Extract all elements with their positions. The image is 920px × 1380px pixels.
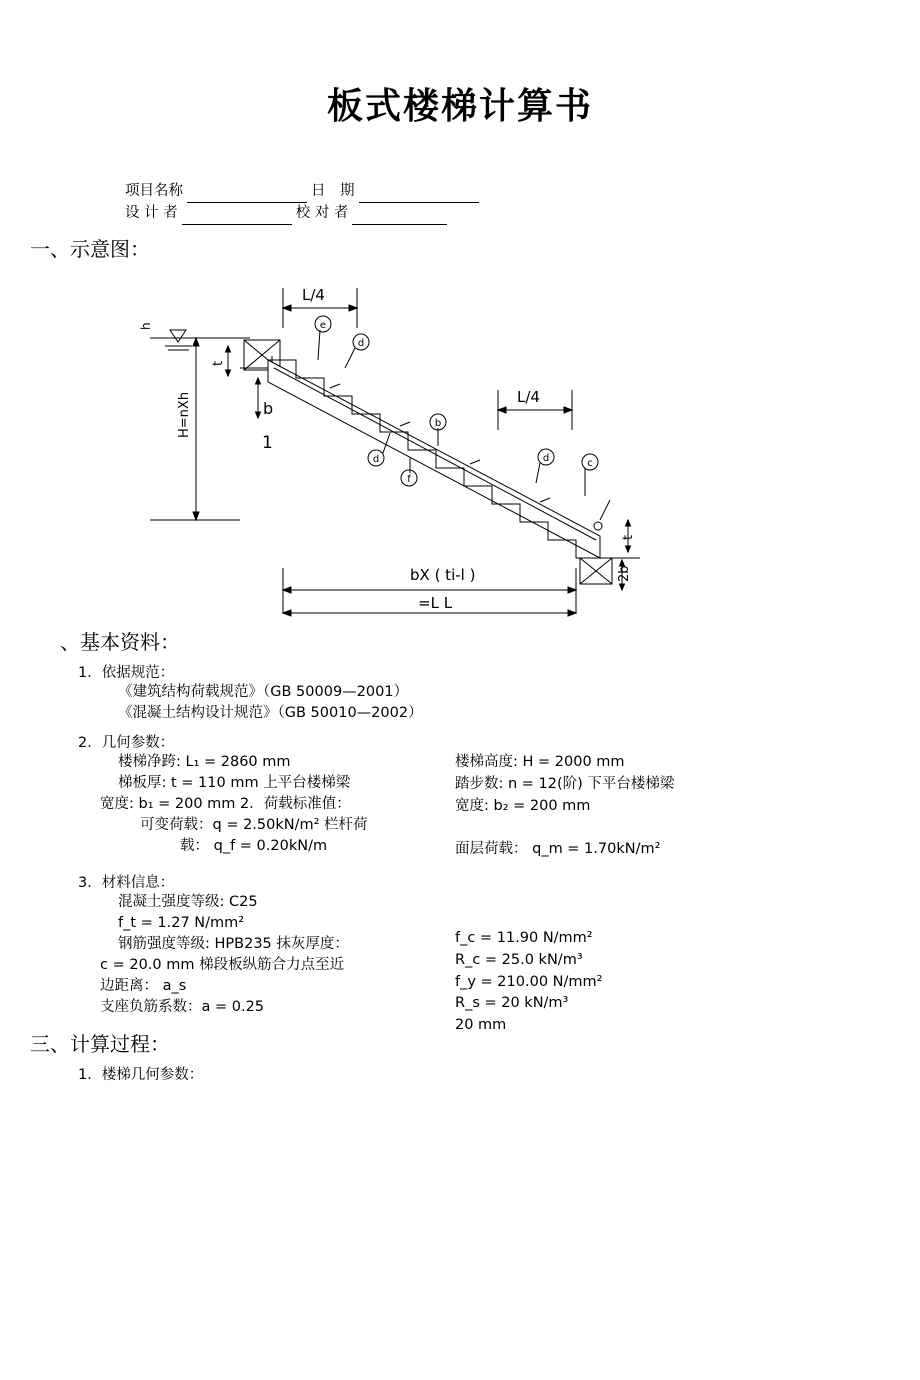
label-h-total: H=nXh (177, 391, 192, 438)
basic-item1-num: 1．依据规范： (78, 664, 175, 681)
param-rc: R_c = 25.0 kN/m³ (455, 951, 583, 968)
param-stair-height: 楼梯高度: H = 2000 mm (455, 754, 625, 770)
date-label: 日 期 (311, 183, 355, 199)
param-live-load: 可变荷载：q = 2.50kN/m² 栏杆荷 (140, 817, 368, 834)
param-cover: c = 20.0 mm 梯段板纵筋合力点至近 (100, 957, 345, 974)
header-row-project (125, 181, 920, 203)
param-ft: f_t = 1.27 N/mm² (118, 915, 245, 932)
param-concrete-grade: 混凝土强度等级: C25 (118, 894, 258, 911)
marker-c: c (587, 457, 593, 469)
marker-f: f (407, 473, 411, 485)
designer-label: 设 计 者 (125, 204, 178, 221)
section-heading-diagram: 一、示意图： (30, 236, 150, 261)
stair-diagram-figure (0, 268, 920, 618)
process-item1: 1．楼梯几何参数： (78, 1067, 204, 1084)
param-as-value: 20 mm (455, 1017, 507, 1034)
designer-blank[interactable] (182, 209, 292, 225)
marker-d: d (357, 337, 365, 349)
project-name-label: 项目名称 (125, 183, 183, 199)
param-fc: f_c = 11.90 N/mm² (455, 930, 593, 947)
label-b: b (263, 398, 274, 418)
param-support-coef: 支座负筋系数：a = 0.25 (100, 999, 265, 1016)
param-beam-width-1: 宽度: b₁ = 200 mm 2．荷载标准值： (100, 796, 351, 813)
param-railing-load: 载： q_f = 0.20kN/m (180, 838, 328, 855)
marker-d3: d (542, 452, 550, 464)
marker-d2: d (372, 453, 380, 465)
basic-item1-line1: 《建筑结构荷载规范》（GB 50009—2001） (118, 683, 409, 700)
label-t-right: t (621, 534, 636, 540)
basic-item2-right (455, 752, 674, 861)
header-row-designer (125, 203, 920, 225)
param-rs: R_s = 20 kN/m³ (455, 995, 569, 1012)
date-blank[interactable] (359, 187, 479, 203)
param-beam-width-2: 宽度: b₂ = 200 mm (455, 797, 591, 814)
header-fields (125, 181, 920, 225)
param-finish-load: 面层荷载： q_m = 1.70kN/m² (455, 841, 661, 858)
label-span-total: =L L (418, 593, 453, 612)
project-name-blank[interactable] (187, 187, 307, 203)
param-as-distance: 边距离： a_s (100, 978, 187, 995)
label-l-quarter-right: L/4 (517, 387, 540, 406)
section-heading-process: 三、计算过程： (30, 1032, 170, 1057)
label-l-quarter-top: L/4 (302, 285, 325, 304)
label-t-left: t (211, 360, 226, 366)
document-page (0, 78, 920, 1380)
page-title: 板式楼梯计算书 (326, 86, 593, 127)
param-fy: f_y = 210.00 N/mm² (455, 973, 603, 990)
checker-blank[interactable] (352, 209, 447, 225)
basic-item1-line2: 《混凝土结构设计规范》（GB 50010—2002） (118, 705, 423, 722)
param-clear-span: 楼梯净跨: L₁ = 2860 mm (118, 754, 291, 770)
basic-item3-columns (0, 892, 920, 1034)
param-step-count: 踏步数: n = 12(阶) 下平台楼梯梁 (455, 775, 675, 792)
label-h-step: h (139, 321, 153, 330)
label-span-bottom: bX ( ti-l ) (410, 565, 476, 584)
basic-item2-columns (0, 752, 920, 857)
marker-e: e (319, 319, 327, 331)
label-one: 1 (262, 432, 273, 453)
label-2b-right: 2b (617, 564, 632, 582)
section-heading-basic: 、基本资料： (60, 629, 180, 654)
param-rebar-grade: 钢筋强度等级: HPB235 抹灰厚度： (118, 936, 349, 953)
basic-item3-num: 3．材料信息： (78, 875, 175, 892)
basic-item3-right (455, 928, 602, 1037)
checker-label: 校 对 者 (295, 204, 349, 221)
param-slab-thickness: 梯板厚: t = 110 mm 上平台楼梯梁 (118, 775, 351, 792)
basic-item2-num: 2．几何参数： (78, 735, 175, 751)
marker-b2: b (434, 417, 442, 429)
